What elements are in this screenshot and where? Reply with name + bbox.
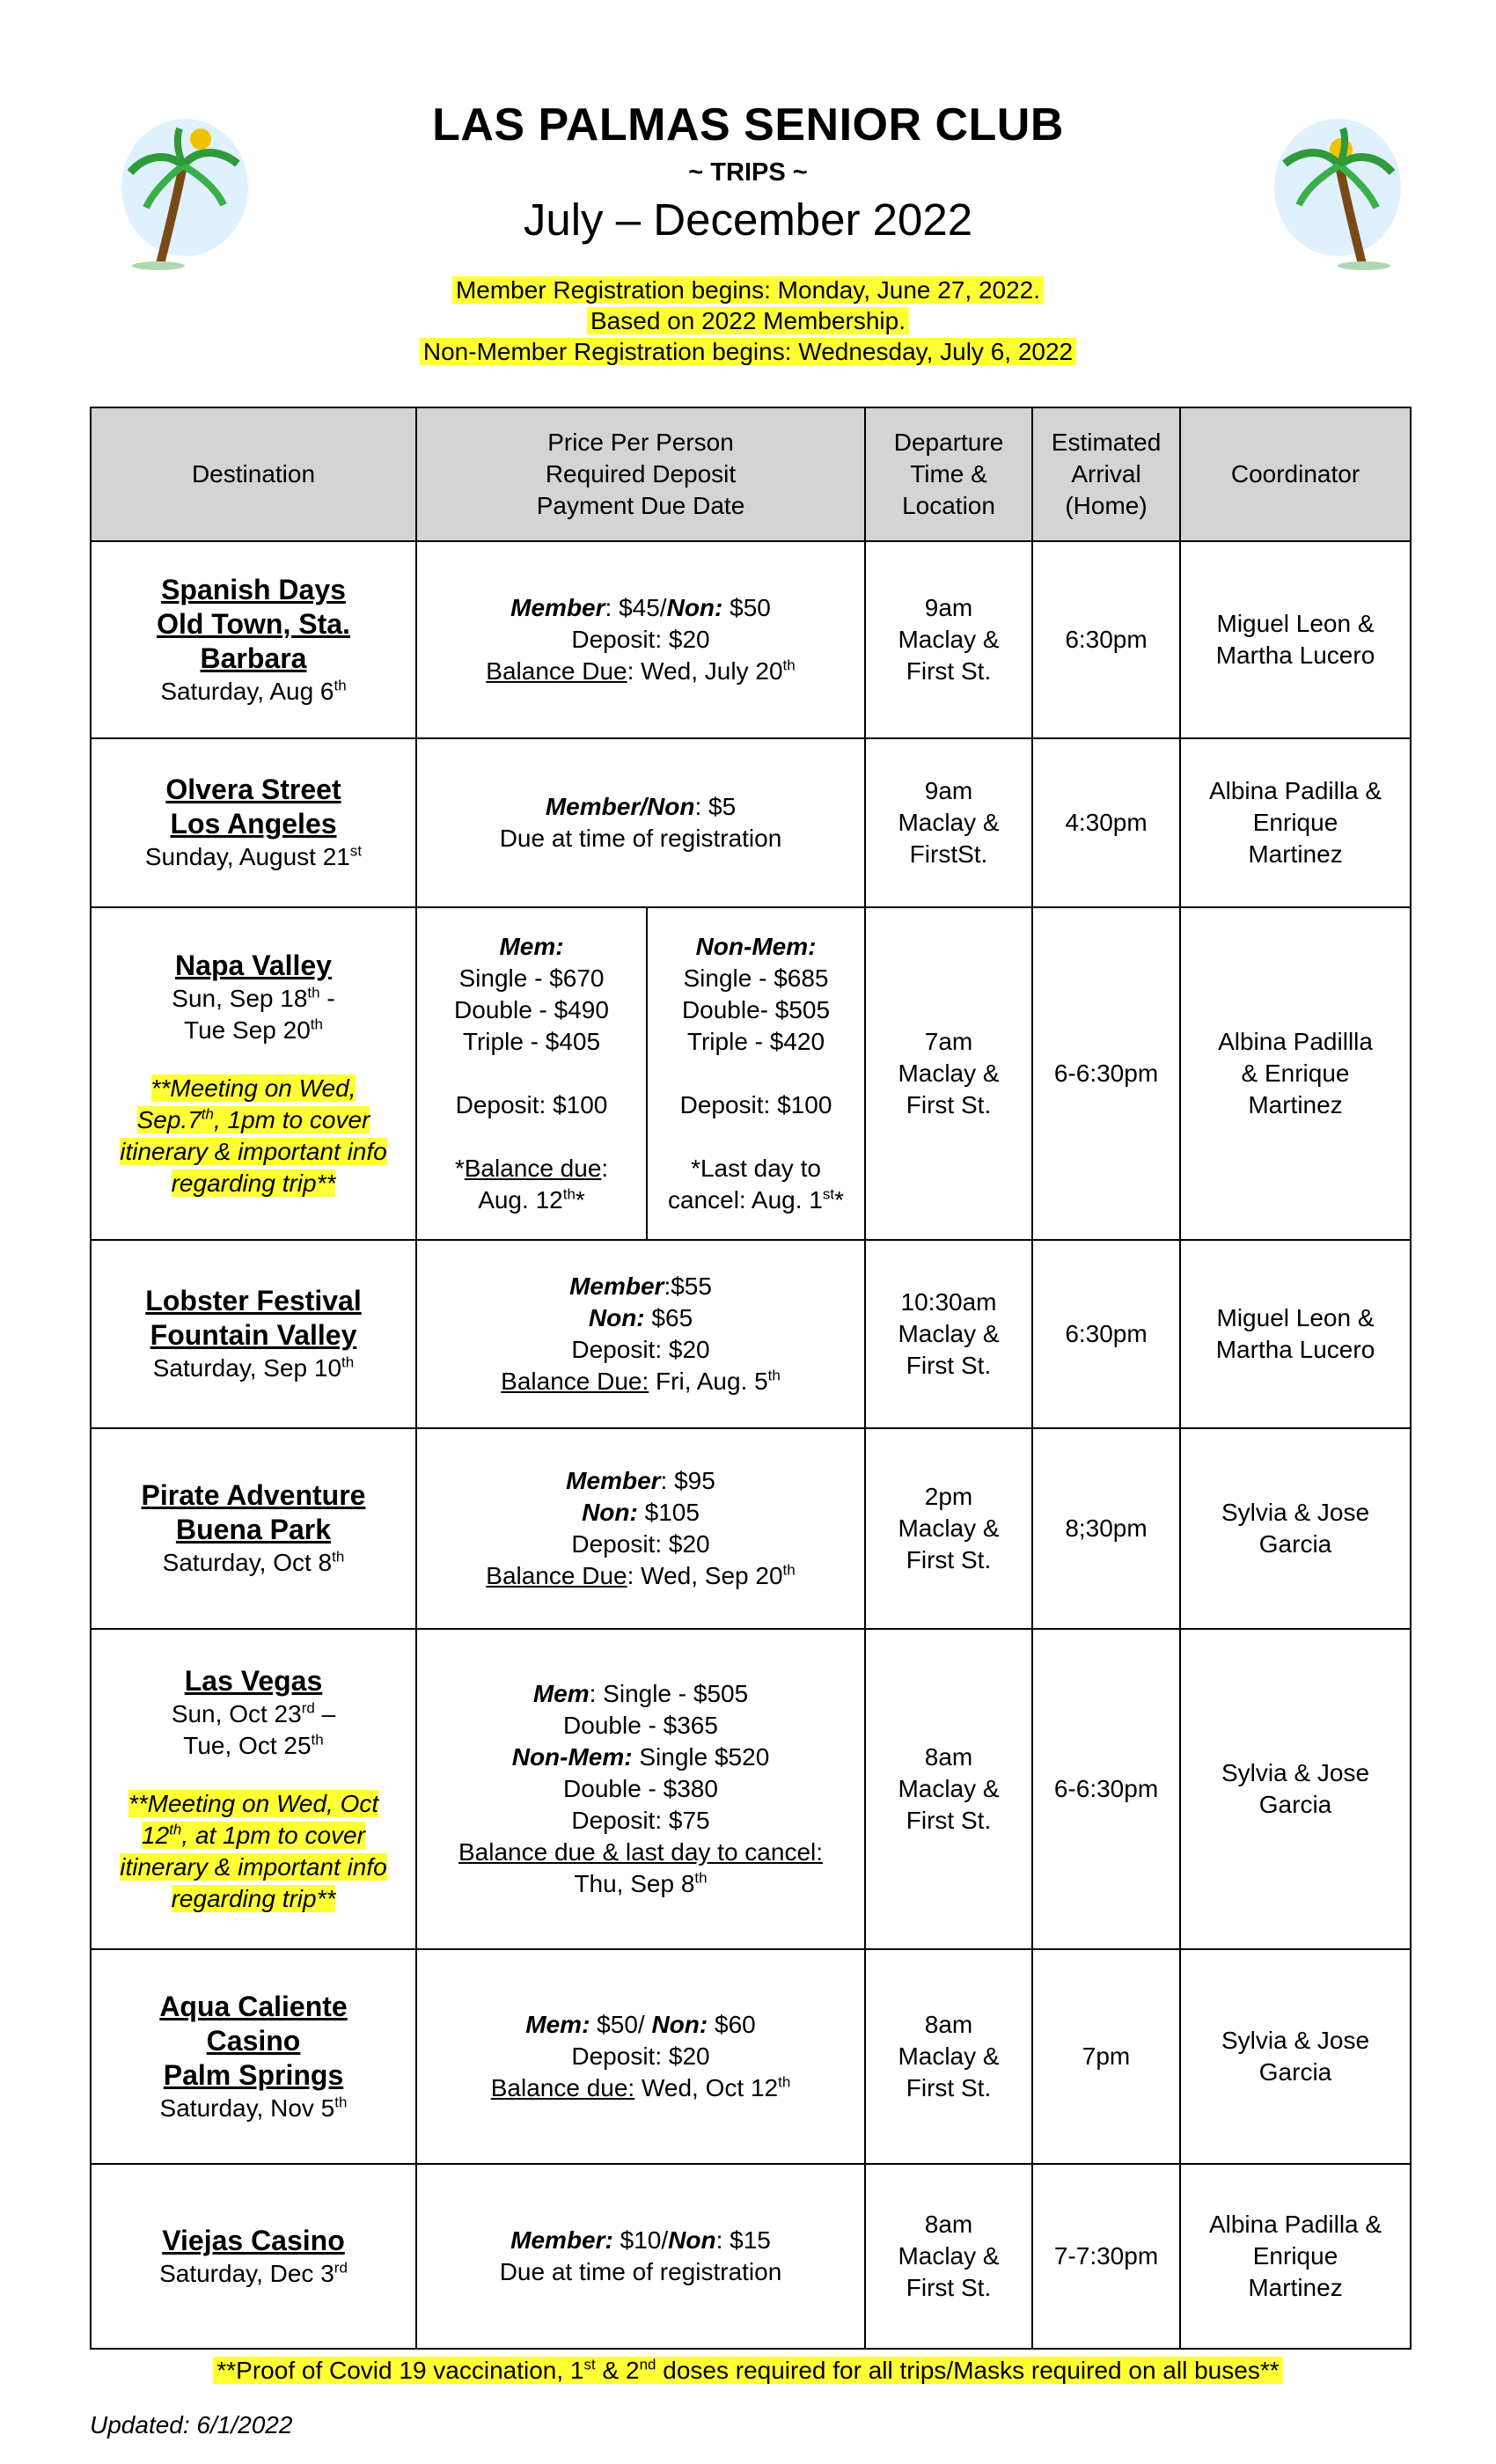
arrival-cell: 6:30pm	[1032, 541, 1180, 738]
destination-cell: Las Vegas Sun, Oct 23rd – Tue, Oct 25th **Meeting on Wed, Oct 12th, at 1pm to cover itinerary & important info regarding trip**	[91, 1629, 416, 1949]
column-header-destination: Destination	[91, 407, 416, 541]
price-cell: Member/Non: $5 Due at time of registration	[416, 738, 865, 907]
registration-info	[0, 275, 1496, 367]
coordinator-cell: Sylvia & Jose Garcia	[1180, 1949, 1411, 2164]
destination-cell: Aqua Caliente Casino Palm Springs Saturday, Nov 5th	[91, 1949, 416, 2164]
destination-cell: Lobster Festival Fountain Valley Saturday, Sep 10th	[91, 1240, 416, 1428]
destination-cell: Spanish Days Old Town, Sta. Barbara Saturday, Aug 6th	[91, 541, 416, 738]
price-cell: Mem: $50/ Non: $60 Deposit: $20 Balance due: Wed, Oct 12th	[416, 1949, 865, 2164]
covid-note: **Proof of Covid 19 vaccination, 1st & 2nd doses required for all trips/Masks required on all buses**	[0, 2357, 1496, 2385]
departure-cell: 8am Maclay & First St.	[865, 2164, 1032, 2349]
arrival-cell: 6-6:30pm	[1032, 907, 1180, 1240]
table-row	[91, 1240, 1411, 1428]
price-cell: Member: $95 Non: $105 Deposit: $20 Balance Due: Wed, Sep 20th	[416, 1428, 865, 1629]
departure-cell: 8am Maclay & First St.	[865, 1629, 1032, 1949]
page-title: LAS PALMAS SENIOR CLUB	[432, 99, 1064, 150]
column-header-coordinator: Coordinator	[1180, 407, 1411, 541]
period-heading: July – December 2022	[523, 194, 973, 245]
destination-cell: Viejas Casino Saturday, Dec 3rd	[91, 2164, 416, 2349]
table-row	[91, 1428, 1411, 1629]
destination-cell: Napa Valley Sun, Sep 18th - Tue Sep 20th **Meeting on Wed, Sep.7th, 1pm to cover itinerary & important info regarding trip**	[91, 907, 416, 1240]
coordinator-cell: Albina Padillla & Enrique Martinez	[1180, 907, 1411, 1240]
meeting-note: **Meeting on Wed, Oct 12th, at 1pm to cover itinerary & important info regarding trip**	[120, 1789, 387, 1912]
column-header-departure: Departure Time & Location	[865, 407, 1032, 541]
table-header-row	[91, 407, 1411, 541]
table-row	[91, 2164, 1411, 2349]
meeting-note: **Meeting on Wed, Sep.7th, 1pm to cover itinerary & important info regarding trip**	[120, 1074, 387, 1197]
registration-line: Based on 2022 Membership.	[587, 307, 909, 334]
arrival-cell: 6:30pm	[1032, 1240, 1180, 1428]
page-subtitle: ~ TRIPS ~	[688, 158, 808, 187]
column-header-arrival: Estimated Arrival (Home)	[1032, 407, 1180, 541]
coordinator-cell: Miguel Leon & Martha Lucero	[1180, 1240, 1411, 1428]
table-row	[91, 1629, 1411, 1949]
price-cell: Mem: Single - $505 Double - $365 Non-Mem: Single $520 Double - $380 Deposit: $75 Balance due & last day to cancel: Thu, Sep 8th	[416, 1629, 865, 1949]
column-header-price: Price Per Person Required Deposit Payment Due Date	[416, 407, 865, 541]
table-row	[91, 738, 1411, 907]
destination-cell: Pirate Adventure Buena Park Saturday, Oct 8th	[91, 1428, 416, 1629]
registration-line: Non-Member Registration begins: Wednesday, July 6, 2022	[420, 338, 1076, 365]
member-price-cell: Mem: Single - $670 Double - $490 Triple - $405 Deposit: $100 *Balance due: Aug. 12th*	[416, 907, 647, 1240]
trips-table	[90, 407, 1412, 2350]
destination-cell: Olvera Street Los Angeles Sunday, August 21st	[91, 738, 416, 907]
departure-cell: 7am Maclay & First St.	[865, 907, 1032, 1240]
coordinator-cell: Albina Padilla & Enrique Martinez	[1180, 738, 1411, 907]
table-row	[91, 907, 1411, 1240]
departure-cell: 2pm Maclay & First St.	[865, 1428, 1032, 1629]
departure-cell: 9am Maclay & FirstSt.	[865, 738, 1032, 907]
price-cell: Member:$55 Non: $65 Deposit: $20 Balance Due: Fri, Aug. 5th	[416, 1240, 865, 1428]
coordinator-cell: Sylvia & Jose Garcia	[1180, 1428, 1411, 1629]
arrival-cell: 4:30pm	[1032, 738, 1180, 907]
updated-date: Updated: 6/1/2022	[90, 2411, 293, 2438]
coordinator-cell: Miguel Leon & Martha Lucero	[1180, 541, 1411, 738]
arrival-cell: 6-6:30pm	[1032, 1629, 1180, 1949]
departure-cell: 9am Maclay & First St.	[865, 541, 1032, 738]
price-cell: Member: $10/Non: $15 Due at time of registration	[416, 2164, 865, 2349]
nonmember-price-cell: Non-Mem: Single - $685 Double- $505 Triple - $420 Deposit: $100 *Last day to cancel: Aug. 1st*	[647, 907, 865, 1240]
table-row	[91, 541, 1411, 738]
price-cell: Member: $45/Non: $50 Deposit: $20 Balance Due: Wed, July 20th	[416, 541, 865, 738]
coordinator-cell: Sylvia & Jose Garcia	[1180, 1629, 1411, 1949]
departure-cell: 10:30am Maclay & First St.	[865, 1240, 1032, 1428]
arrival-cell: 7-7:30pm	[1032, 2164, 1180, 2349]
registration-line: Member Registration begins: Monday, June 27, 2022.	[452, 276, 1044, 304]
table-row	[91, 1949, 1411, 2164]
arrival-cell: 8;30pm	[1032, 1428, 1180, 1629]
coordinator-cell: Albina Padilla & Enrique Martinez	[1180, 2164, 1411, 2349]
departure-cell: 8am Maclay & First St.	[865, 1949, 1032, 2164]
arrival-cell: 7pm	[1032, 1949, 1180, 2164]
